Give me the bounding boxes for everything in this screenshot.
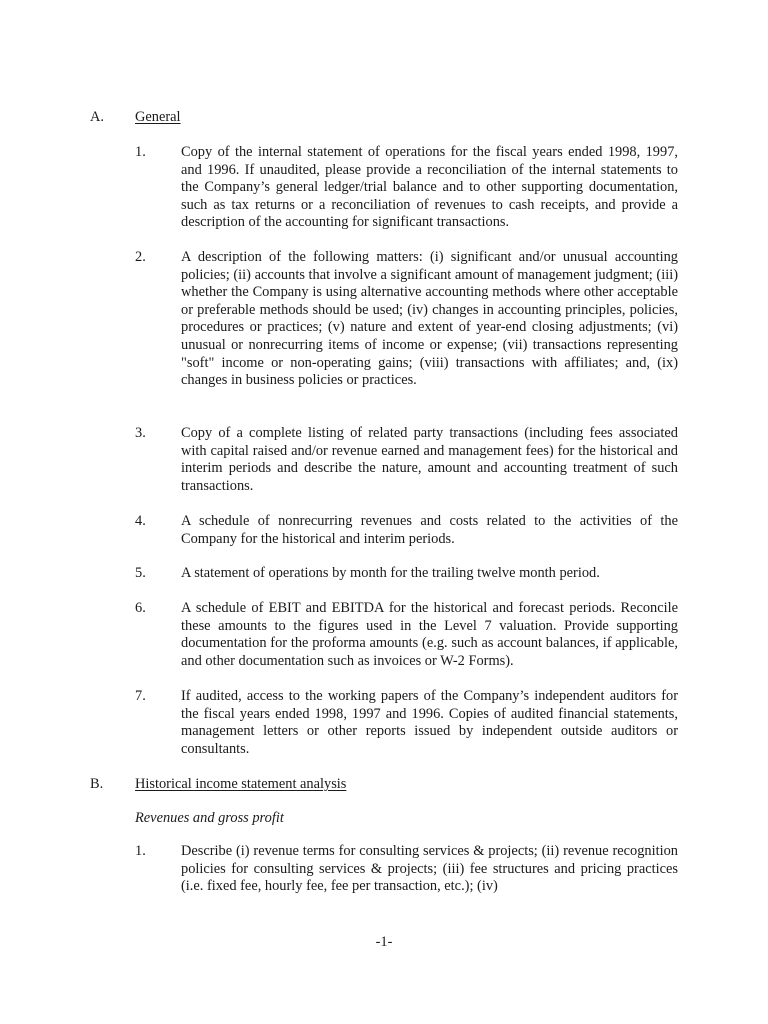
item-number: 6.: [135, 600, 146, 616]
section-a-heading: [90, 107, 690, 127]
item-number: 5.: [135, 565, 146, 581]
item-number: 7.: [135, 688, 146, 704]
item-number: 1.: [135, 843, 146, 859]
item-number: 1.: [135, 144, 146, 160]
item-text: A schedule of EBIT and EBITDA for the historical and forecast periods. Reconcile these amounts to the figures used in the Level 7 valuation. Provide supporting documentation for the proforma amounts (e.g. such as account balances, if applicable, and other documentation such as invoices or W-2 Forms).: [181, 600, 678, 669]
section-a-letter: A.: [90, 109, 104, 125]
item-text: If audited, access to the working papers of the Company’s independent auditors for the fiscal years ended 1998, 1997 and 1996. Copies of audited financial statements, management letters or other reports issued by independent outside auditors or consultants.: [181, 688, 678, 757]
section-b-heading: [90, 774, 690, 794]
item-number: 2.: [135, 249, 146, 265]
item-text: Describe (i) revenue terms for consulting services & projects; (ii) revenue recognition policies for consulting services & projects; (iii) fee structures and pricing practices (i.e. fixed fee, hourly fee, fee per transaction, etc.); (iv): [181, 843, 678, 895]
item-number: 4.: [135, 513, 146, 529]
item-text: A statement of operations by month for the trailing twelve month period.: [181, 565, 600, 581]
section-b-title: Historical income statement analysis: [135, 776, 347, 792]
item-number: 3.: [135, 425, 146, 441]
page-number: -1-: [375, 934, 393, 950]
item-text: Copy of the internal statement of operations for the fiscal years ended 1998, 1997, and 1996. If unaudited, please provide a reconciliation of the internal statements to the Company’s general ledger/trial balance and to other supporting documentation, such as tax returns or a reconciliation of revenues to cash receipts, and provide a description of the accounting for significant transactions.: [181, 144, 678, 231]
item-text: A description of the following matters: (i) significant and/or unusual accounting policies; (ii) accounts that involve a significant amount of management judgment; (iii) whether the Company is using alternative accounting methods where other acceptable or preferable methods should be used; (iv) changes in accounting principles, policies, procedures or practices; (v) nature and extent of year-end closing adjustments; (vi) unusual or nonrecurring items of income or expense; (vii) transactions representing "soft" income or non-operating gains; (viii) transactions with affiliates; and, (ix) changes in business policies or practices.: [181, 249, 678, 389]
section-b-subheading: Revenues and gross profit: [135, 810, 284, 826]
section-a-title: General: [135, 109, 181, 125]
item-text: Copy of a complete listing of related party transactions (including fees associated with capital raised and/or revenue earned and management fees) for the historical and interim periods and describe the nature, amount and accounting treatment of such transactions.: [181, 425, 678, 494]
item-text: A schedule of nonrecurring revenues and costs related to the activities of the Company for the historical and interim periods.: [181, 513, 678, 547]
section-b-letter: B.: [90, 776, 104, 792]
